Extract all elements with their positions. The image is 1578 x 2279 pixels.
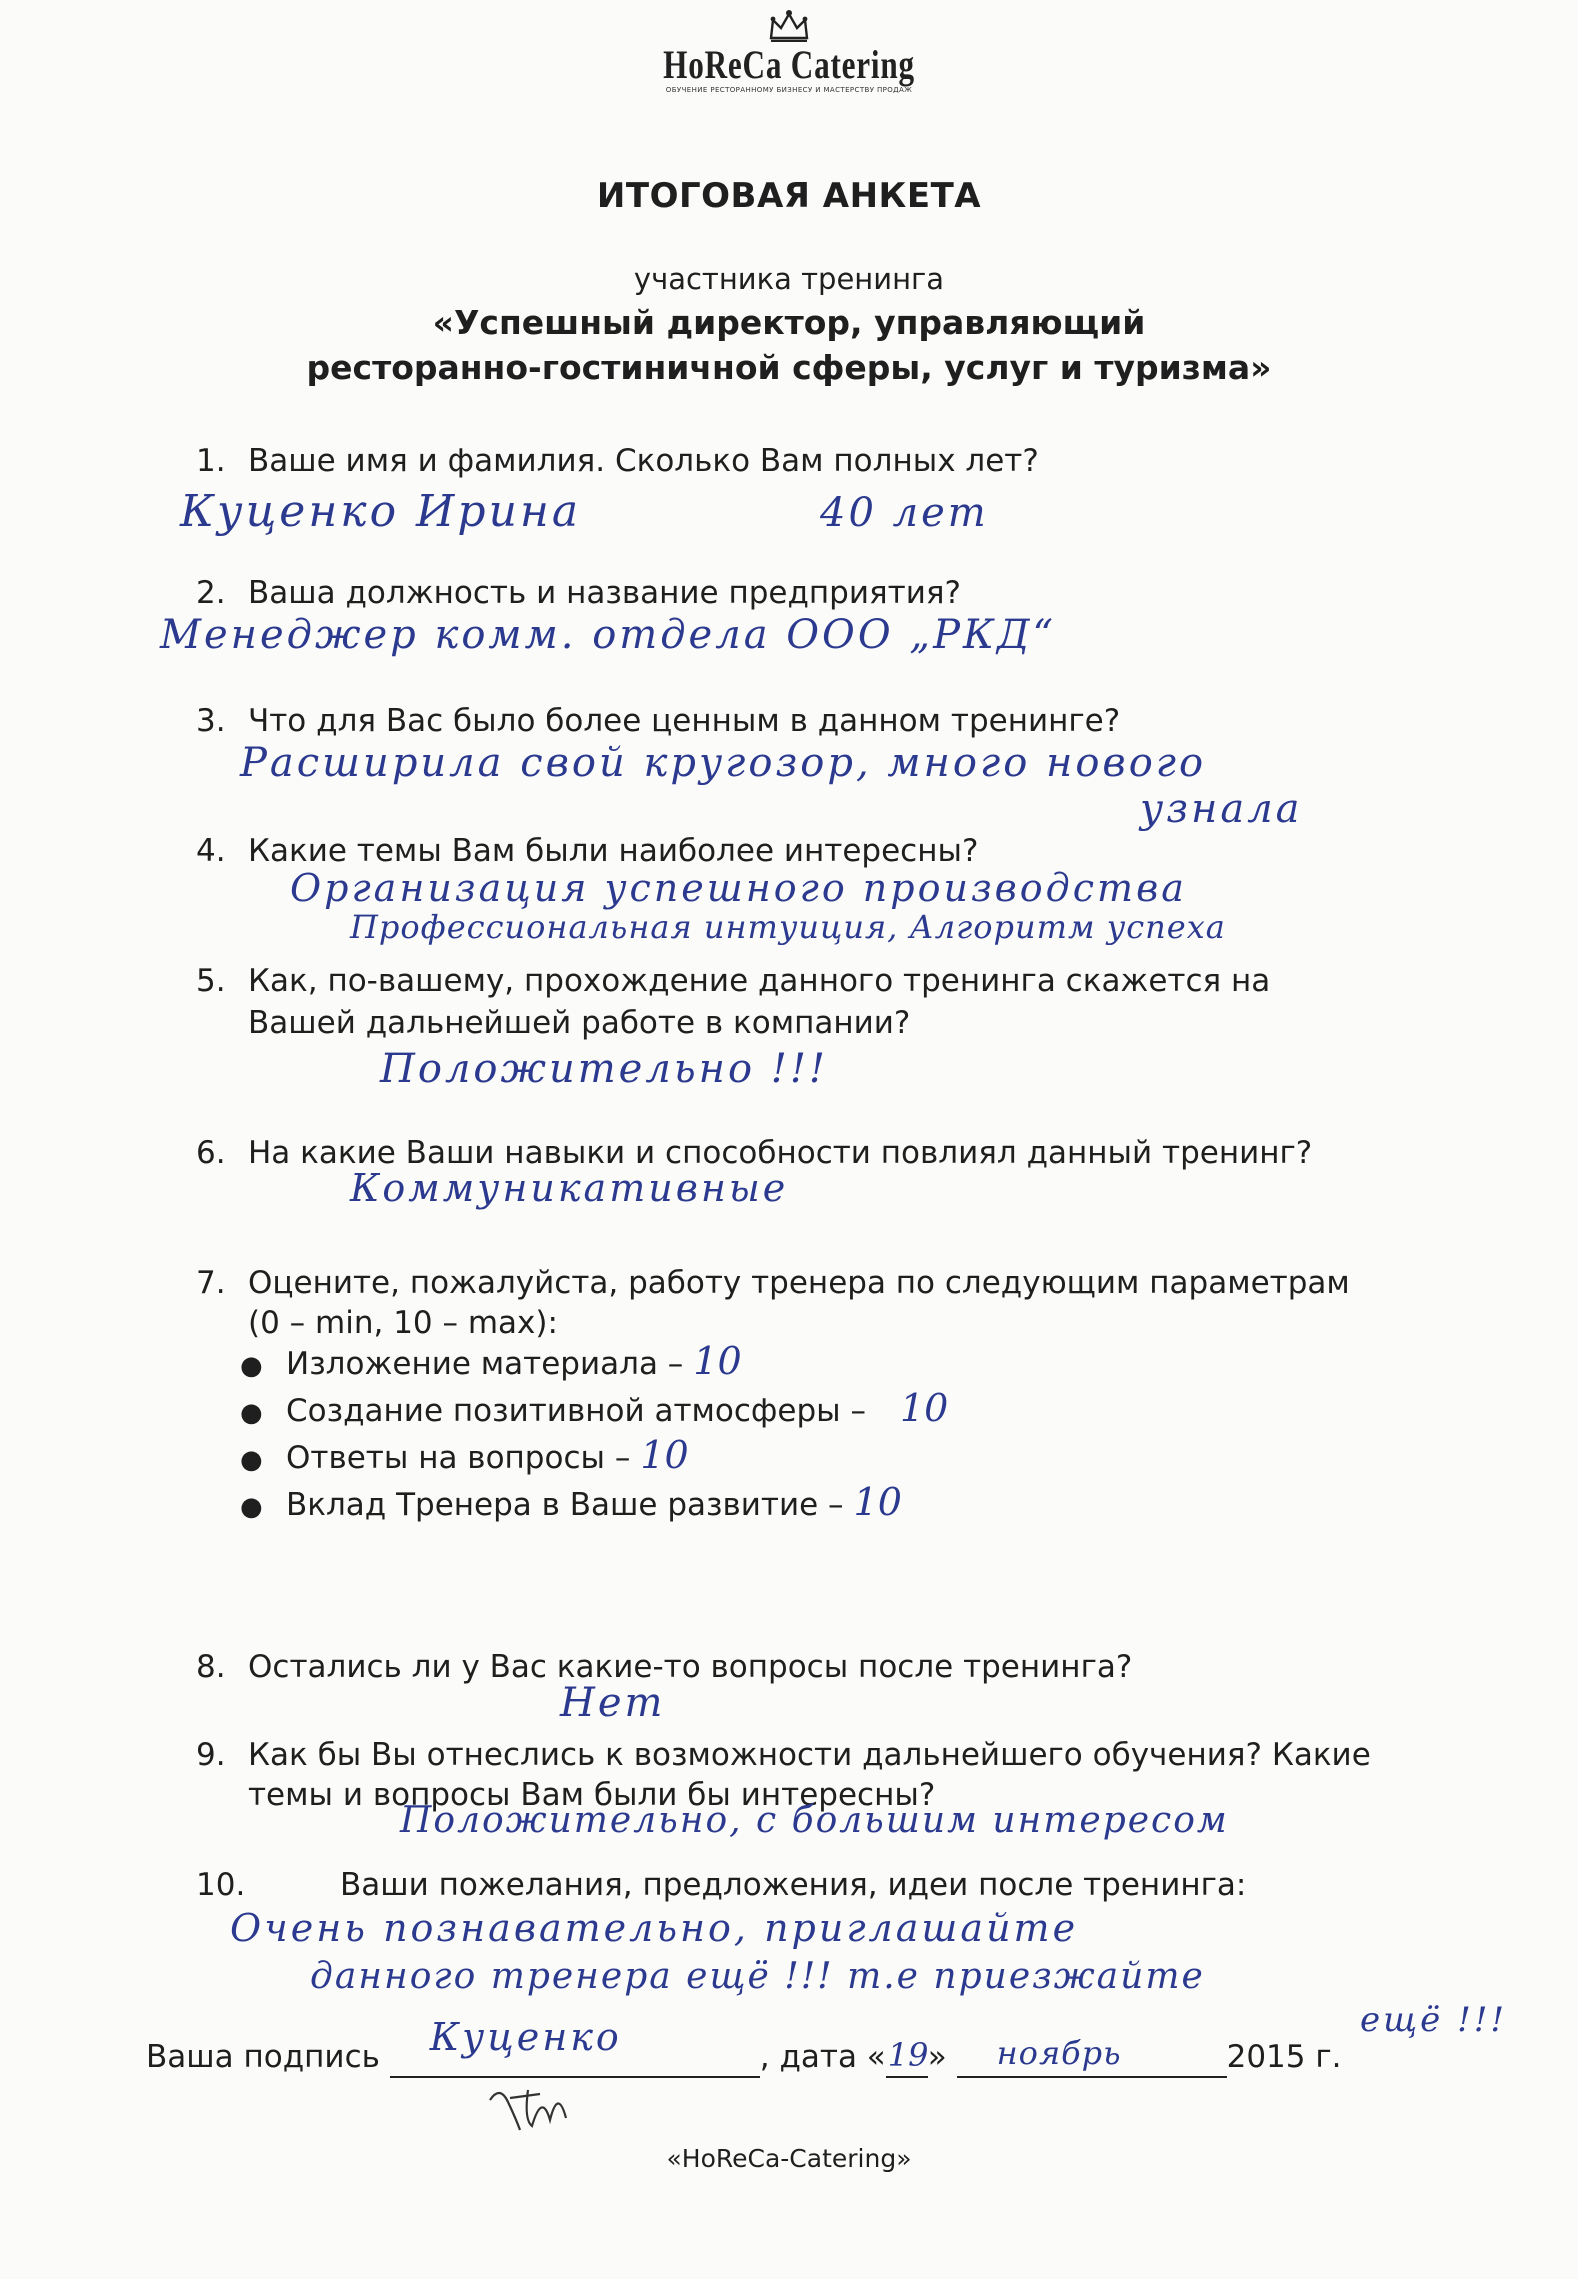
subtitle: участника тренинга: [633, 262, 945, 296]
rating-label: Изложение материала –: [286, 1346, 684, 1382]
footer-brand: «HoReCa-Catering»: [666, 2144, 912, 2173]
signature-label: Ваша подпись: [146, 2039, 380, 2075]
answer-10-line-2: данного тренера ещё !!! т.е приезжайте: [310, 1956, 1205, 1997]
question-1: [196, 440, 1039, 482]
rating-score: 10: [640, 1433, 689, 1477]
bullet-icon: ●: [240, 1351, 263, 1381]
question-number: 2.: [196, 575, 226, 611]
answer-4-line-1: Организация успешного производства: [290, 866, 1187, 910]
rating-score: 10: [853, 1480, 902, 1524]
rating-item: [240, 1434, 948, 1481]
rating-score: 10: [899, 1386, 949, 1430]
answer-10-line-1: Очень познавательно, приглашайте: [230, 1906, 1079, 1950]
rating-score: 10: [693, 1339, 742, 1383]
question-2: [196, 572, 961, 614]
signature-value: Куценко: [429, 2015, 622, 2059]
question-number: 1.: [196, 443, 226, 479]
answer-1-age: 40 лет: [820, 490, 989, 536]
date-year: 2015 г.: [1226, 2039, 1342, 2075]
answer-5: Положительно !!!: [380, 1046, 828, 1092]
rating-label: Создание позитивной атмосферы –: [286, 1393, 866, 1429]
bullet-icon: ●: [240, 1398, 263, 1428]
answer-3-line-2: узнала: [1140, 786, 1303, 832]
date-month-field: [957, 2034, 1227, 2078]
company-logo: [0, 8, 1578, 94]
question-number: 5.: [196, 963, 226, 999]
crown-icon: [767, 8, 811, 42]
question-text: Остались ли у Вас какие-то вопросы после тренинга?: [248, 1649, 1133, 1685]
date-day-field: [886, 2036, 929, 2078]
date-month-value: ноябрь: [996, 2034, 1122, 2072]
rating-item: [240, 1340, 948, 1387]
answer-3-line-1: Расширила свой кругозор, много нового: [240, 740, 1207, 786]
bullet-icon: ●: [240, 1492, 263, 1522]
question-text: Ваша должность и название предприятия?: [248, 575, 961, 611]
bullet-icon: ●: [240, 1445, 263, 1475]
page-title: ИТОГОВАЯ АНКЕТА: [596, 176, 982, 216]
training-name: [0, 300, 1578, 390]
date-label: , дата «: [759, 2039, 886, 2075]
logo-name: HoReCa Catering: [663, 42, 915, 87]
question-number: 10.: [196, 1867, 246, 1903]
answer-2: Менеджер комм. отдела ООО „РКД“: [160, 612, 1056, 658]
question-number: 6.: [196, 1135, 226, 1171]
question-9-continued: темы и вопросы Вам были бы интересны?: [248, 1777, 936, 1813]
question-7: [196, 1262, 1350, 1304]
signature-row: [146, 2015, 1342, 2078]
training-line-1: «Успешный директор, управляющий: [432, 303, 1146, 342]
answer-6: Коммуникативные: [350, 1166, 789, 1210]
rating-item: [240, 1387, 948, 1434]
question-text: Ваше имя и фамилия. Сколько Вам полных лет?: [248, 443, 1039, 479]
question-text: Как бы Вы отнеслись к возможности дальнейшего обучения? Какие: [248, 1737, 1371, 1773]
question-number: 8.: [196, 1649, 226, 1685]
rating-label: Вклад Тренера в Ваше развитие –: [286, 1487, 844, 1523]
question-text: Что для Вас было более ценным в данном тренинге?: [248, 703, 1121, 739]
signature-scribble: [480, 2080, 580, 2140]
question-9: [196, 1734, 1371, 1776]
question-5: [196, 960, 1270, 1002]
date-day-value: 19: [887, 2036, 929, 2074]
training-line-2: ресторанно-гостиничной сферы, услуг и туризма»: [306, 348, 1272, 387]
rating-list: [240, 1340, 948, 1528]
rating-item: [240, 1481, 948, 1528]
question-number: 9.: [196, 1737, 226, 1773]
answer-8: Нет: [560, 1680, 666, 1726]
rating-label: Ответы на вопросы –: [286, 1440, 631, 1476]
answer-10-line-3: ещё !!!: [1360, 2000, 1508, 2040]
question-10: [196, 1864, 1246, 1906]
question-text: Ваши пожелания, предложения, идеи после тренинга:: [340, 1867, 1247, 1903]
question-number: 3.: [196, 703, 226, 739]
question-3: [196, 700, 1120, 742]
question-7-continued: (0 – min, 10 – max):: [248, 1305, 558, 1341]
question-5-continued: Вашей дальнейшей работе в компании?: [248, 1005, 911, 1041]
answer-4-line-2: Профессиональная интуиция, Алгоритм успеха: [350, 908, 1226, 946]
answer-9: Положительно, с большим интересом: [400, 1800, 1229, 1841]
question-text: На какие Ваши навыки и способности повлиял данный тренинг?: [248, 1135, 1313, 1171]
question-number: 7.: [196, 1265, 226, 1301]
answer-1-name: Куценко Ирина: [180, 486, 582, 537]
question-text: Как, по-вашему, прохождение данного тренинга скажется на: [248, 963, 1271, 999]
logo-tagline: ОБУЧЕНИЕ РЕСТОРАННОМУ БИЗНЕСУ И МАСТЕРСТВУ ПРОДАЖ: [665, 86, 913, 94]
signature-field: [390, 2015, 760, 2078]
date-close: »: [927, 2039, 947, 2075]
question-number: 4.: [196, 833, 226, 869]
question-text: Какие темы Вам были наиболее интересны?: [248, 833, 979, 869]
question-text: Оцените, пожалуйста, работу тренера по следующим параметрам: [248, 1265, 1350, 1301]
